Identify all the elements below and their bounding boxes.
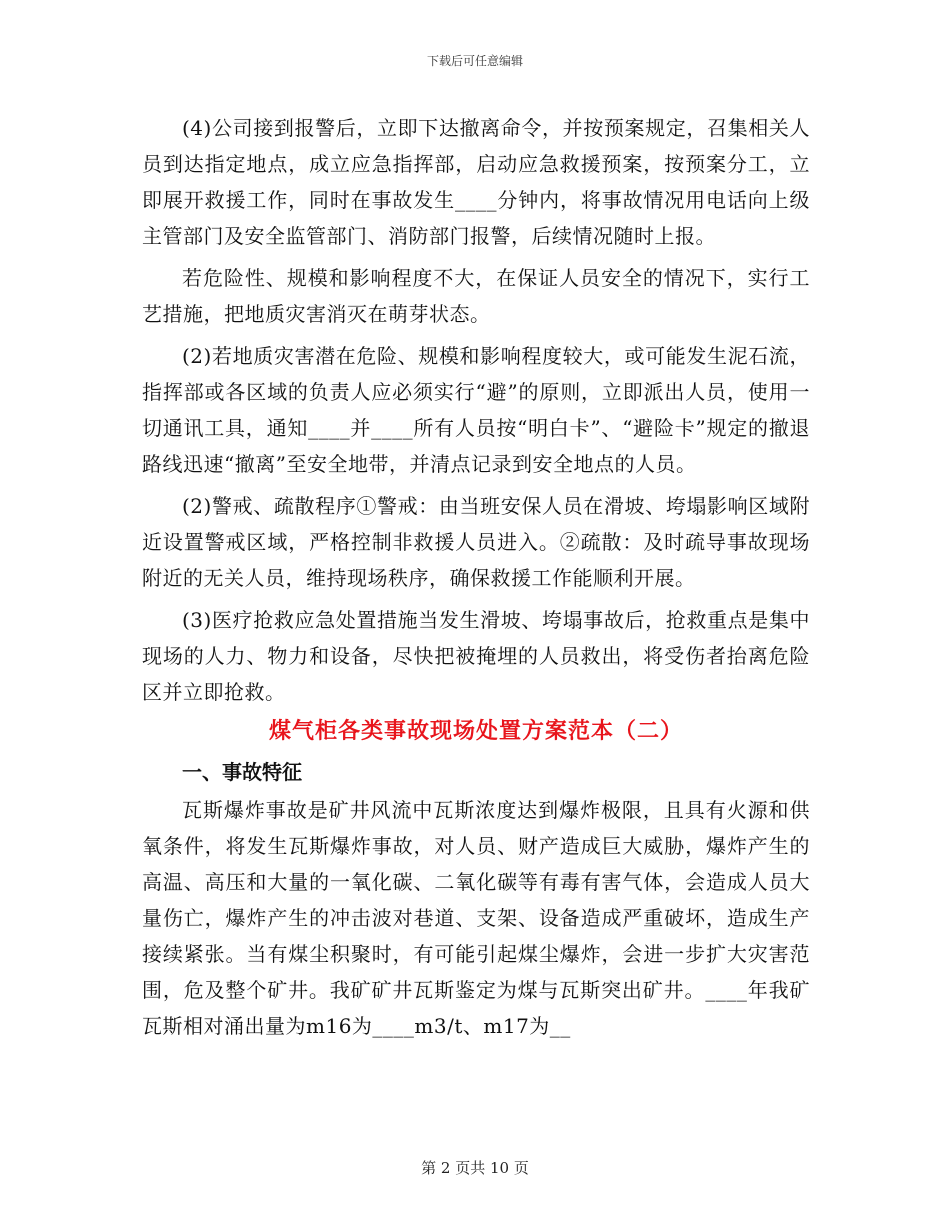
page-footer: 第 2 页共 10 页: [421, 1159, 529, 1177]
paragraph-gas-explosion: 瓦斯爆炸事故是矿井风流中瓦斯浓度达到爆炸极限，且具有火源和供氧条件，将发生瓦斯爆炸事故，对人员、财产造成巨大威胁，爆炸产生的高温、高压和大量的一氧化碳、二氧化碳等有毒有害气体，会造成人员大量伤亡，爆炸产生的冲击波对巷道、支架、设备造成严重破坏，造成生产接续紧张。当有煤尘积聚时，有可能引起煤尘爆炸，会进一步扩大灾害范围，危及整个矿井。我矿矿井瓦斯鉴定为煤与瓦斯突出矿井。____年我矿瓦斯相对涌出量为m16为____m3/t、m17为__: [142, 798, 810, 1038]
document-body: [142, 110, 810, 1044]
paragraph-medical-rescue: (3)医疗抢救应急处置措施当发生滑坡、垮塌事故后，抢救重点是集中现场的人力、物力和设备，尽快把被掩埋的人员救出，将受伤者抬离危险区并立即抢救。: [142, 608, 810, 704]
page-header: 下载后可任意编辑: [426, 54, 523, 68]
paragraph-large-hazard: (2)若地质灾害潜在危险、规模和影响程度较大，或可能发生泥石流，指挥部或各区域的负责人应必须实行“避”的原则，立即派出人员，使用一切通讯工具，通知____并____所有人员按“明白卡”、“避险卡”规定的撤退路线迅速“撤离”至安全地带，并清点记录到安全地点的人员。: [142, 344, 810, 476]
paragraph-small-hazard: 若危险性、规模和影响程度不大，在保证人员安全的情况下，实行工艺措施，把地质灾害消灭在萌芽状态。: [142, 266, 810, 326]
paragraph-evacuation: (2)警戒、疏散程序①警戒：由当班安保人员在滑坡、垮塌影响区域附近设置警戒区域，严格控制非救援人员进入。②疏散：及时疏导事故现场附近的无关人员，维持现场秩序，确保救援工作能顺利开展。: [142, 494, 810, 590]
paragraph-report-procedure: (4)公司接到报警后，立即下达撤离命令，并按预案规定，召集相关人员到达指定地点，成立应急指挥部，启动应急救援预案，按预案分工，立即展开救援工作，同时在事故发生____分钟内，将事故情况用电话向上级主管部门及安全监管部门、消防部门报警，后续情况随时上报。: [142, 116, 810, 248]
section-heading: 一、事故特征: [182, 760, 302, 784]
section-title: 煤气柜各类事故现场处置方案范本（二）: [268, 719, 683, 744]
